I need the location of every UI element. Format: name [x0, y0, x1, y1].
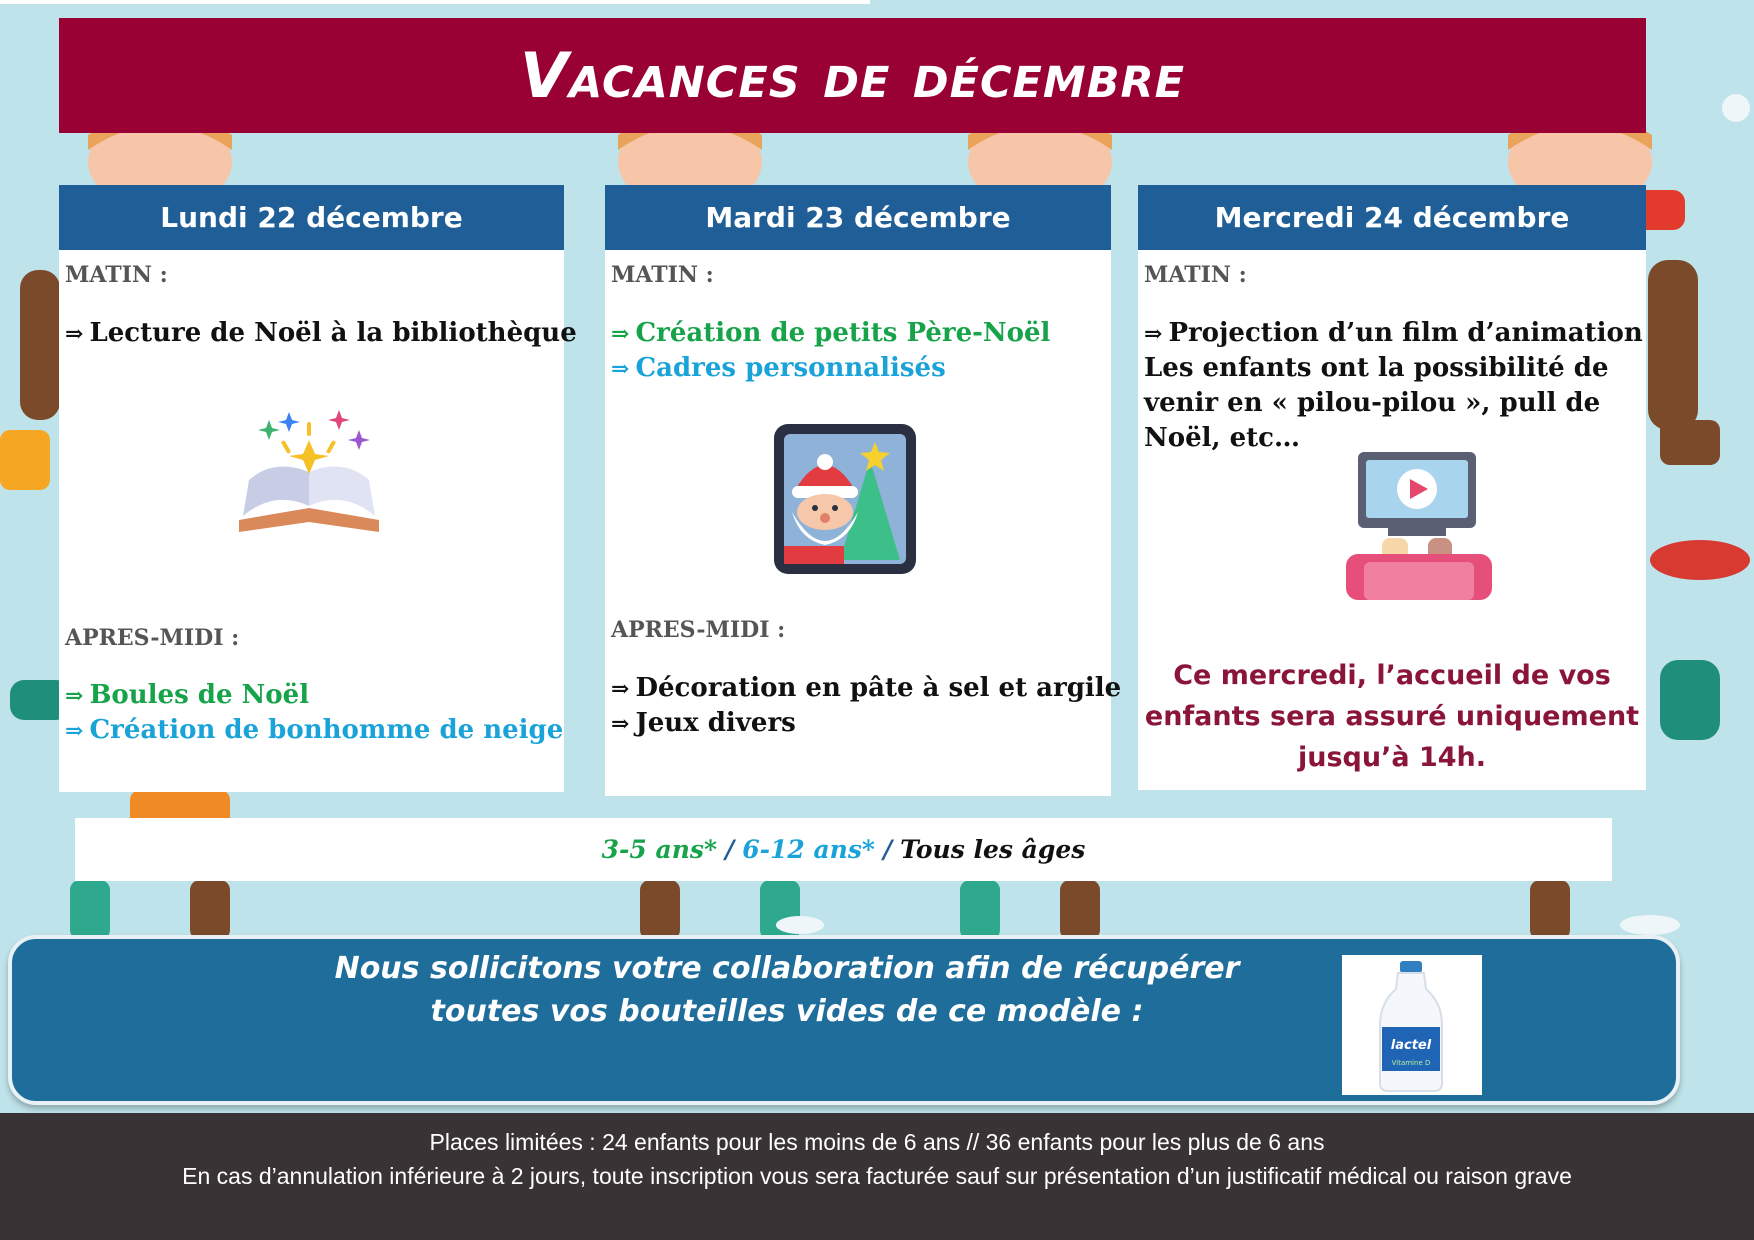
activity-text: Décoration en pâte à sel et argile	[635, 673, 1122, 703]
description-line: venir en « pilou-pilou », pull de	[1144, 388, 1601, 418]
day-header: Mercredi 24 décembre	[1138, 185, 1646, 250]
activity-item	[611, 353, 946, 383]
bottle-brand: lactel	[1390, 1038, 1432, 1053]
santa-frame-icon	[770, 420, 920, 578]
arrow-icon: ⇒	[65, 718, 84, 744]
age-separator: /	[725, 835, 735, 864]
day-header: Lundi 22 décembre	[59, 185, 564, 250]
activity-item	[611, 708, 796, 738]
activity-item	[65, 715, 563, 745]
arrow-icon: ⇒	[65, 683, 84, 709]
milk-bottle-icon	[1342, 955, 1482, 1095]
activity-item	[1144, 318, 1643, 348]
open-book-icon	[229, 410, 389, 540]
description-line: Les enfants ont la possibilité de	[1144, 353, 1609, 383]
day-header: Mardi 23 décembre	[605, 185, 1111, 250]
morning-label: MATIN :	[1144, 262, 1247, 288]
note-line: Ce mercredi, l’accueil de vos	[1173, 660, 1611, 691]
activity-text: Boules de Noël	[89, 680, 310, 710]
bottle-image	[1342, 955, 1482, 1095]
arrow-icon: ⇒	[611, 676, 630, 702]
arrow-icon: ⇒	[611, 356, 630, 382]
age-3-5: 3-5 ans*	[601, 835, 718, 864]
tv-couch-icon	[1346, 450, 1496, 602]
morning-label: MATIN :	[65, 262, 168, 288]
age-legend	[75, 818, 1612, 881]
activity-item	[611, 673, 1121, 703]
age-all: Tous les âges	[900, 835, 1086, 864]
activity-text: Lecture de Noël à la bibliothèque	[89, 318, 577, 348]
activity-text: Création de petits Père-Noël	[635, 318, 1051, 348]
day-card-tuesday	[605, 185, 1122, 796]
footer-line: Places limitées : 24 enfants pour les moins de 6 ans // 36 enfants pour les plus de 6 ans	[429, 1129, 1325, 1155]
arrow-icon: ⇒	[611, 321, 630, 347]
top-edge-line	[0, 0, 870, 4]
activity-text: Création de bonhomme de neige	[89, 715, 564, 745]
bottle-sub: Vitamine D	[1391, 1059, 1431, 1067]
arrow-icon: ⇒	[611, 711, 630, 737]
afternoon-label: APRES-MIDI :	[65, 625, 240, 651]
day-card-monday	[59, 185, 577, 792]
morning-label: MATIN :	[611, 262, 714, 288]
activity-text: Cadres personnalisés	[635, 353, 946, 383]
arrow-icon: ⇒	[65, 321, 84, 347]
day-card-wednesday	[1138, 185, 1646, 790]
age-6-12: 6-12 ans*	[742, 835, 875, 864]
collab-line: toutes vos bouteilles vides de ce modèle :	[430, 994, 1144, 1029]
note-line: jusqu’à 14h.	[1297, 742, 1487, 773]
activity-description	[1144, 351, 1608, 456]
collab-message	[312, 947, 1262, 1033]
age-separator: /	[882, 835, 893, 864]
activity-text: Jeux divers	[635, 708, 796, 738]
footer	[0, 1113, 1754, 1240]
footer-line: En cas d’annulation inférieure à 2 jours, toute inscription vous sera facturée sauf sur présentation d’un justificatif médical ou raison grave	[182, 1163, 1572, 1189]
activity-text: Projection d’un film d’animation	[1168, 318, 1643, 348]
title-banner	[59, 18, 1646, 133]
wednesday-note	[1138, 655, 1646, 778]
bottle-collection-panel	[8, 935, 1680, 1105]
activity-item	[65, 680, 309, 710]
note-line: enfants sera assuré uniquement	[1144, 701, 1640, 732]
activity-item	[65, 318, 577, 348]
arrow-icon: ⇒	[1144, 321, 1163, 347]
activity-item	[611, 318, 1050, 348]
page-title: Vacances de décembre	[520, 39, 1185, 112]
collab-line: Nous sollicitons votre collaboration afin de récupérer	[334, 951, 1240, 986]
description-line: Noël, etc…	[1144, 423, 1301, 453]
afternoon-label: APRES-MIDI :	[611, 617, 786, 643]
